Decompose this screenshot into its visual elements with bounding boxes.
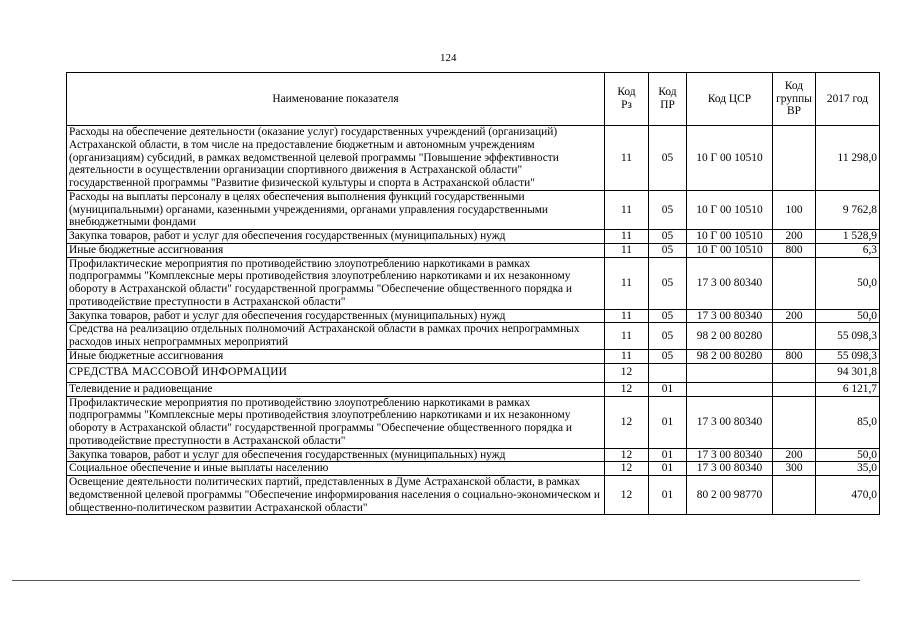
row-name: Социальное обеспечение и иные выплаты населению [67, 462, 605, 476]
row-name: Закупка товаров, работ и услуг для обеспечения государственных (муниципальных) нужд [67, 448, 605, 462]
row-amount: 35,0 [816, 462, 880, 476]
row-name: Средства на реализацию отдельных полномочий Астраханской области в рамках прочих непрограммных расходов иных непрограммных мероприятий [67, 323, 605, 350]
section-row [67, 363, 880, 382]
table-row [67, 382, 880, 396]
row-rz: 12 [605, 363, 649, 382]
row-vr: 800 [773, 243, 816, 257]
row-name: Закупка товаров, работ и услуг для обеспечения государственных (муниципальных) нужд [67, 309, 605, 323]
row-amount: 94 301,8 [816, 363, 880, 382]
row-vr [773, 382, 816, 396]
row-vr [773, 257, 816, 309]
row-rz: 12 [605, 396, 649, 448]
row-csr: 17 3 00 80340 [687, 309, 773, 323]
row-rz: 12 [605, 382, 649, 396]
table-row [67, 230, 880, 244]
row-vr [773, 476, 816, 515]
row-vr [773, 363, 816, 382]
row-name: Иные бюджетные ассигнования [67, 243, 605, 257]
row-vr: 100 [773, 190, 816, 229]
row-vr: 200 [773, 230, 816, 244]
table-row [67, 396, 880, 448]
row-csr: 17 3 00 80340 [687, 462, 773, 476]
row-name: Профилактические мероприятия по противодействию злоупотреблению наркотиками в рамках подпрограммы "Комплексные меры противодействия злоупотреблению наркотиками и их незаконному обороту в Астраханской области" государственной программы "Обеспечение общественного порядка и противодействие преступности в Астраханской области" [67, 257, 605, 309]
row-rz: 11 [605, 257, 649, 309]
row-amount: 50,0 [816, 257, 880, 309]
row-vr [773, 126, 816, 191]
row-csr: 17 3 00 80340 [687, 257, 773, 309]
row-rz: 11 [605, 323, 649, 350]
row-vr: 800 [773, 350, 816, 364]
row-rz: 12 [605, 462, 649, 476]
row-rz: 11 [605, 126, 649, 191]
row-rz: 12 [605, 476, 649, 515]
row-amount: 6,3 [816, 243, 880, 257]
table-header-row [67, 73, 880, 126]
table-row [67, 462, 880, 476]
row-name: Закупка товаров, работ и услуг для обеспечения государственных (муниципальных) нужд [67, 230, 605, 244]
row-rz: 11 [605, 350, 649, 364]
header-csr: Код ЦСР [687, 73, 773, 126]
row-amount: 11 298,0 [816, 126, 880, 191]
row-name: Расходы на выплаты персоналу в целях обеспечения выполнения функций государственными (муниципальными) органами, казенными учреждениями, органами управления государственными внебюджетными фондами [67, 190, 605, 229]
row-rz: 12 [605, 448, 649, 462]
header-vr-line3: ВР [787, 105, 801, 118]
row-name: Освещение деятельности политических партий, представленных в Думе Астраханской области, в рамках ведомственной целевой программы "Обеспечение информирования населения о социально-экономическом и общественно-политическом развитии Астраханской области" [67, 476, 605, 515]
row-name: Иные бюджетные ассигнования [67, 350, 605, 364]
table-row [67, 448, 880, 462]
row-csr: 98 2 00 80280 [687, 350, 773, 364]
row-amount: 9 762,8 [816, 190, 880, 229]
row-vr [773, 323, 816, 350]
row-pr: 05 [649, 190, 687, 229]
row-vr [773, 396, 816, 448]
row-csr: 10 Г 00 10510 [687, 126, 773, 191]
table-row [67, 257, 880, 309]
table-row [67, 309, 880, 323]
row-amount: 55 098,3 [816, 323, 880, 350]
header-vr [773, 73, 816, 126]
row-pr: 05 [649, 309, 687, 323]
row-amount: 50,0 [816, 309, 880, 323]
row-name: Телевидение и радиовещание [67, 382, 605, 396]
header-pr [649, 73, 687, 126]
row-rz: 11 [605, 230, 649, 244]
scan-line [12, 580, 860, 581]
row-rz: 11 [605, 190, 649, 229]
row-pr: 01 [649, 476, 687, 515]
table-row [67, 243, 880, 257]
header-pr-line1: Код [658, 86, 677, 99]
row-pr: 01 [649, 462, 687, 476]
row-csr [687, 363, 773, 382]
row-csr: 10 Г 00 10510 [687, 190, 773, 229]
row-vr: 300 [773, 462, 816, 476]
row-pr: 01 [649, 448, 687, 462]
row-amount: 55 098,3 [816, 350, 880, 364]
row-pr: 01 [649, 382, 687, 396]
header-rz [605, 73, 649, 126]
row-pr: 05 [649, 323, 687, 350]
table-row [67, 323, 880, 350]
header-rz-line2: Рз [621, 99, 632, 111]
row-amount: 6 121,7 [816, 382, 880, 396]
header-vr-line2: группы [776, 92, 812, 105]
page-number: 124 [440, 52, 457, 64]
row-csr: 80 2 00 98770 [687, 476, 773, 515]
row-csr: 98 2 00 80280 [687, 323, 773, 350]
budget-table [66, 72, 880, 515]
row-pr: 05 [649, 126, 687, 191]
row-pr: 05 [649, 243, 687, 257]
header-year: 2017 год [816, 73, 880, 126]
row-amount: 85,0 [816, 396, 880, 448]
row-pr [649, 363, 687, 382]
row-rz: 11 [605, 309, 649, 323]
row-pr: 01 [649, 396, 687, 448]
header-vr-line1: Код [784, 79, 804, 92]
row-name: Расходы на обеспечение деятельности (оказание услуг) государственных учреждений (организаций) Астраханской области, в том числе на предоставление бюджетным и автономным учреждениям (организациям) субсидий, в рамках ведомственной целевой программы "Повышение эффективности деятельности в осуществлении организации спортивного движения в Астраханской области" государственной программы "Развитие физической культуры и спорта в Астраханской области" [67, 126, 605, 191]
row-pr: 05 [649, 257, 687, 309]
row-csr [687, 382, 773, 396]
table-row [67, 476, 880, 515]
row-amount: 1 528,9 [816, 230, 880, 244]
row-amount: 470,0 [816, 476, 880, 515]
row-csr: 17 3 00 80340 [687, 448, 773, 462]
section-name: СРЕДСТВА МАССОВОЙ ИНФОРМАЦИИ [67, 363, 605, 382]
table-row [67, 350, 880, 364]
row-name: Профилактические мероприятия по противодействию злоупотреблению наркотиками в рамках подпрограммы "Комплексные меры противодействия злоупотреблению наркотиками и их незаконному обороту в Астраханской области" государственной программы "Обеспечение общественного порядка и противодействие преступности в Астраханской области" [67, 396, 605, 448]
row-vr: 200 [773, 448, 816, 462]
header-name: Наименование показателя [67, 73, 605, 126]
row-pr: 05 [649, 350, 687, 364]
row-rz: 11 [605, 243, 649, 257]
row-pr: 05 [649, 230, 687, 244]
row-amount: 50,0 [816, 448, 880, 462]
header-rz-line1: Код [617, 86, 636, 99]
row-csr: 10 Г 00 10510 [687, 230, 773, 244]
header-pr-line2: ПР [660, 99, 675, 111]
table-row [67, 126, 880, 191]
table-row [67, 190, 880, 229]
row-csr: 10 Г 00 10510 [687, 243, 773, 257]
row-vr: 200 [773, 309, 816, 323]
row-csr: 17 3 00 80340 [687, 396, 773, 448]
